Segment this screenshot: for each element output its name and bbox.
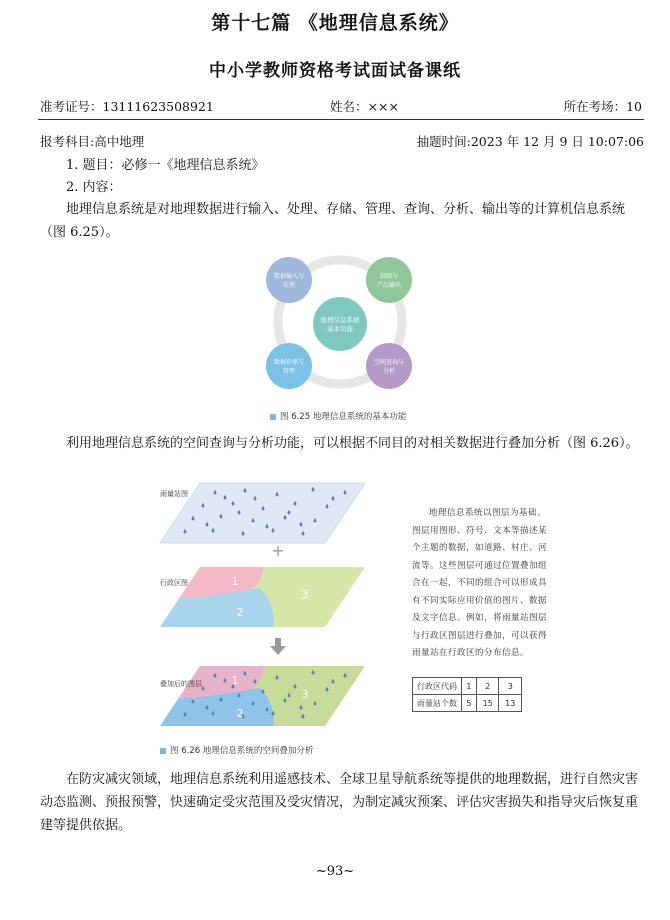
paragraph-2: 利用地理信息系统的空间查询与分析功能，可以根据不同目的对相关数据进行叠加分析（图 6.26）。 <box>66 436 639 451</box>
item-topic: 1. 题目：必修一《地理信息系统》 <box>66 158 265 173</box>
admin-region-layer <box>155 560 375 630</box>
center-label-1: 地理信息系统 <box>320 316 360 324</box>
node-query-label-2: 分析 <box>382 368 396 375</box>
region-1-label: 1 <box>231 575 239 588</box>
figure-625-caption-text: 图 6.25 地理信息系统的基本功能 <box>280 412 407 422</box>
table-cell: 3 <box>499 678 522 695</box>
node-storage <box>266 343 312 389</box>
draw-time: 抽题时间:2023 年 12 月 9 日 10:07:06 <box>416 134 644 149</box>
overlay-region-1-label: 1 <box>231 674 239 687</box>
table-cell: 1 <box>462 678 477 695</box>
page-number: ~93~ <box>315 864 355 879</box>
exam-subject: 报考科目:高中地理 <box>40 134 145 149</box>
ticket-number: 准考证号：13111623508921 <box>40 99 214 114</box>
table-cell: 13 <box>499 695 522 712</box>
overlay-explanation: 地理信息系统以图层为基础。图层用图形、符号、文本等描述某个主题的数据，如道路、村庄、河流等。这些图层可通过位置叠加组合在一起，不同的组合可以形成具有不同实际应用价值的图片、数据及文字信息。例如，将雨量站图层与行政区图层进行叠加，可以获得雨量站在行政区的分布信息。 <box>412 508 548 658</box>
table-row <box>413 695 522 712</box>
header-divider <box>38 119 644 120</box>
node-query-label-1: 空间查询与 <box>373 359 405 366</box>
node-output-label-2: 产品输出 <box>376 282 402 289</box>
table-cell: 5 <box>462 695 477 712</box>
region-2-label: 2 <box>236 606 244 619</box>
table-cell: 雨量站个数 <box>413 695 462 712</box>
layer-label-admin: 行政区图 <box>160 579 188 587</box>
page-subtitle: 中小学教师资格考试面试备课纸 <box>209 61 461 81</box>
paragraph-1: 地理信息系统是对地理数据进行输入、处理、存储、管理、查询、分析、输出等的计算机信息系统（图 6.25）。 <box>40 202 626 240</box>
overlay-region-2-label: 2 <box>236 707 244 720</box>
layer-label-rain: 雨量站图 <box>160 490 188 498</box>
layer-label-overlay: 叠加后的图层 <box>160 680 202 688</box>
paragraph-3: 在防灾减灾领域，地理信息系统利用遥感技术、全球卫星导航系统等提供的地理数据，进行自然灾害动态监测、预报预警，快速确定受灾范围及受灾情况，为制定减灾预案、评估灾害损失和指导灾后恢复重建等提供依据。 <box>40 772 639 833</box>
down-arrow-icon <box>270 638 286 655</box>
center-label-2: 基本功能 <box>327 325 353 333</box>
table-cell: 2 <box>476 678 499 695</box>
table-row <box>413 678 522 695</box>
node-input <box>266 257 312 303</box>
overlay-layer <box>155 660 375 730</box>
candidate-name: 姓名：××× <box>330 99 399 114</box>
node-output-label-1: 制图与 <box>379 273 399 280</box>
gis-functions-diagram <box>255 248 425 410</box>
overlay-analysis-diagram <box>155 470 405 742</box>
node-storage-label-1: 数据存储与 <box>273 359 305 366</box>
region-3-label: 3 <box>301 588 309 601</box>
caption-marker-icon <box>160 748 166 754</box>
overlay-region-3-label: 3 <box>301 688 309 701</box>
plus-icon: + <box>271 541 285 560</box>
node-output <box>366 257 412 303</box>
table-cell: 15 <box>476 695 499 712</box>
figure-626-caption-text: 图 6.26 地理信息系统的空间叠加分析 <box>170 746 314 756</box>
figure-625-caption <box>270 410 406 422</box>
node-storage-label-2: 管理 <box>282 368 296 375</box>
node-center <box>313 297 367 351</box>
caption-marker-icon <box>270 414 276 420</box>
figure-626-caption <box>160 744 313 756</box>
rain-gauge-layer <box>160 483 365 543</box>
page-title: 第十七篇 《地理信息系统》 <box>211 12 459 34</box>
node-input-label-1: 数据输入与 <box>273 273 305 280</box>
node-query <box>366 343 412 389</box>
region-gauge-table <box>412 677 522 712</box>
item-content: 2. 内容： <box>66 180 122 195</box>
table-cell: 行政区代码 <box>413 678 462 695</box>
node-input-label-2: 处理 <box>282 282 296 289</box>
exam-room: 所在考场：10 <box>563 99 642 114</box>
